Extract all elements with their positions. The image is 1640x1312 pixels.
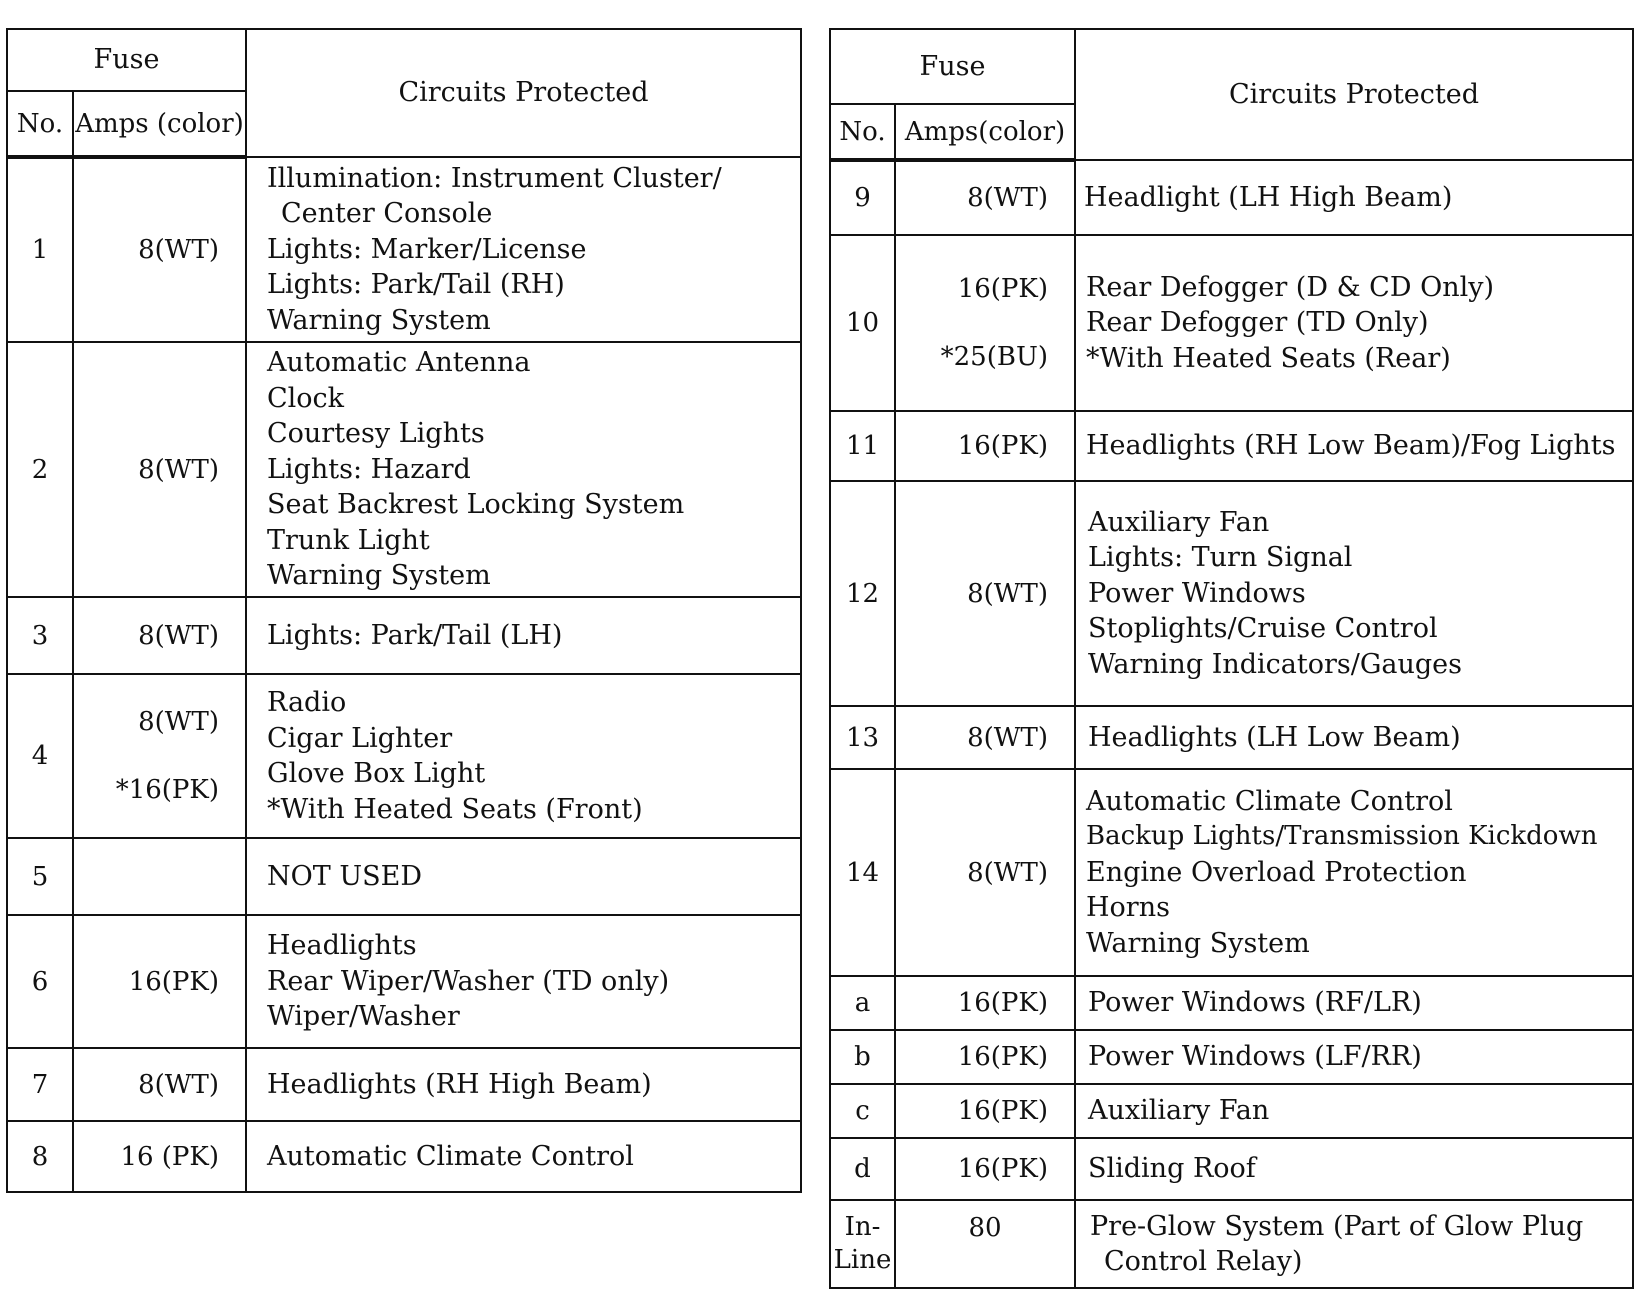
amps-color-header: Amps (color) <box>73 91 246 157</box>
fuse-number: d <box>830 1138 895 1200</box>
circuits-protected <box>1075 1084 1633 1138</box>
table-row <box>7 1048 801 1121</box>
circuits-protected <box>246 915 801 1048</box>
circuits-protected <box>1075 1200 1633 1288</box>
table-row <box>830 411 1633 481</box>
fuse-table-right <box>829 28 1634 1289</box>
circuits-protected <box>246 1121 801 1192</box>
circuit-line: Warning System <box>267 304 491 336</box>
circuit-line: Lights: Hazard <box>267 453 471 485</box>
circuit-line: Rear Defogger (TD Only) <box>1086 307 1429 339</box>
fuse-number: 10 <box>830 235 895 411</box>
fuse-amps <box>73 838 246 915</box>
fuse-amps: 8(WT) <box>73 597 246 674</box>
table-row <box>830 1138 1633 1200</box>
fuse-number: 11 <box>830 411 895 481</box>
circuit-line: Headlight (LH High Beam) <box>1084 181 1453 213</box>
circuits-protected <box>246 597 801 674</box>
fuse-number: 13 <box>830 706 895 769</box>
circuit-line: Headlights (LH Low Beam) <box>1088 721 1461 753</box>
fuse-amps: 16(PK) <box>895 1084 1075 1138</box>
circuit-line: Headlights (RH Low Beam)/Fog Lights <box>1086 430 1616 462</box>
fuse-amps: 8(WT) <box>73 1048 246 1121</box>
circuit-line: Cigar Lighter <box>267 722 453 754</box>
circuits-protected <box>1075 481 1633 706</box>
fuse-number: c <box>830 1084 895 1138</box>
table-row <box>7 838 801 915</box>
circuit-line: Warning System <box>1086 927 1310 959</box>
table-row <box>7 674 801 838</box>
circuit-line: Warning System <box>267 560 491 592</box>
fuse-header: Fuse <box>830 29 1075 104</box>
amps-color-header: Amps(color) <box>895 104 1075 160</box>
fuse-number: 4 <box>7 674 73 838</box>
circuit-line: Seat Backrest Locking System <box>267 489 685 521</box>
fuse-number: 1 <box>7 157 73 342</box>
fuse-amps: 8(WT) <box>895 160 1075 235</box>
circuit-line: Illumination: Instrument Cluster/ <box>267 162 722 194</box>
circuits-protected-header: Circuits Protected <box>1075 29 1633 160</box>
table-row <box>830 1030 1633 1084</box>
circuit-line: Headlights <box>267 930 417 962</box>
circuits-protected <box>1075 769 1633 976</box>
table-row <box>830 976 1633 1030</box>
fuse-amps: 16 (PK) <box>73 1121 246 1192</box>
table-row <box>7 597 801 674</box>
fuse-amps: 8(WT) <box>73 157 246 342</box>
table-row <box>830 235 1633 411</box>
circuit-line: Pre-Glow System (Part of Glow Plug <box>1090 1210 1584 1242</box>
circuits-protected <box>1075 1138 1633 1200</box>
circuit-line: Sliding Roof <box>1088 1153 1256 1185</box>
fuse-amps: 16(PK) *25(BU) <box>895 235 1075 411</box>
fuse-amps: 16(PK) <box>73 915 246 1048</box>
fuse-amps: 8(WT) <box>895 706 1075 769</box>
circuit-line: *With Heated Seats (Front) <box>267 793 643 825</box>
circuit-line: Stoplights/Cruise Control <box>1088 613 1438 645</box>
fuse-number: 6 <box>7 915 73 1048</box>
circuit-line: Radio <box>267 687 347 718</box>
circuits-protected <box>1075 411 1633 481</box>
table-row <box>7 915 801 1048</box>
fuse-amps: 16(PK) <box>895 411 1075 481</box>
circuit-line: Auxiliary Fan <box>1088 506 1270 538</box>
circuit-line: Lights: Marker/License <box>267 233 587 265</box>
table-row <box>830 1084 1633 1138</box>
fuse-number: 9 <box>830 160 895 235</box>
fuse-amps: 8(WT) <box>73 342 246 597</box>
circuit-line: Automatic Antenna <box>267 347 531 379</box>
circuit-line: Engine Overload Protection <box>1086 856 1467 888</box>
circuits-protected <box>246 1048 801 1121</box>
circuit-line: Courtesy Lights <box>267 418 485 450</box>
circuit-line: *With Heated Seats (Rear) <box>1086 342 1451 374</box>
circuits-protected <box>1075 706 1633 769</box>
circuit-line: Control Relay) <box>1104 1246 1303 1277</box>
fuse-amps: 16(PK) <box>895 1030 1075 1084</box>
circuits-protected-header: Circuits Protected <box>246 29 801 157</box>
circuit-line: Rear Wiper/Washer (TD only) <box>267 965 670 997</box>
circuits-protected <box>1075 976 1633 1030</box>
fuse-amps: 16(PK) <box>895 976 1075 1030</box>
fuse-number: 12 <box>830 481 895 706</box>
fuse-number: 3 <box>7 597 73 674</box>
circuit-line: Center Console <box>281 198 493 230</box>
fuse-amps: 8(WT) *16(PK) <box>73 674 246 838</box>
table-row <box>830 769 1633 976</box>
circuits-protected <box>246 342 801 597</box>
circuit-line: Backup Lights/Transmission Kickdown <box>1086 821 1598 852</box>
circuits-protected <box>1075 160 1633 235</box>
circuit-line: Horns <box>1086 892 1170 924</box>
fuse-table-left <box>6 28 802 1193</box>
fuse-amps: 8(WT) <box>895 769 1075 976</box>
fuse-number-header: No. <box>7 91 73 157</box>
fuse-number: 5 <box>7 838 73 915</box>
circuit-line: Rear Defogger (D & CD Only) <box>1086 271 1495 303</box>
circuit-line: Warning Indicators/Gauges <box>1088 648 1463 680</box>
fuse-number: 8 <box>7 1121 73 1192</box>
fuse-number: b <box>830 1030 895 1084</box>
circuit-line: Headlights (RH High Beam) <box>267 1068 652 1100</box>
circuit-line: Lights: Turn Signal <box>1088 542 1353 574</box>
fuse-number: 7 <box>7 1048 73 1121</box>
circuits-protected <box>1075 235 1633 411</box>
fuse-number: 14 <box>830 769 895 976</box>
circuits-protected <box>246 674 801 838</box>
fuse-number-header: No. <box>830 104 895 160</box>
fuse-number: In- Line <box>830 1200 895 1288</box>
circuit-line: Power Windows (RF/LR) <box>1088 987 1422 1019</box>
circuits-protected <box>1075 1030 1633 1084</box>
circuit-line: Power Windows (LF/RR) <box>1088 1041 1422 1073</box>
circuit-line: Clock <box>267 382 345 414</box>
table-row <box>830 706 1633 769</box>
circuit-line: Trunk Light <box>267 524 430 556</box>
table-row <box>7 157 801 342</box>
circuit-line: Automatic Climate Control <box>1086 785 1453 817</box>
fuse-header: Fuse <box>7 29 246 91</box>
table-row <box>830 160 1633 235</box>
fuse-amps: 16(PK) <box>895 1138 1075 1200</box>
circuits-protected <box>246 838 801 915</box>
table-row <box>7 1121 801 1192</box>
fuse-number: a <box>830 976 895 1030</box>
table-row <box>7 342 801 597</box>
fuse-amps: 80 <box>895 1200 1075 1288</box>
circuit-line: Auxiliary Fan <box>1088 1095 1270 1127</box>
table-row <box>830 1200 1633 1288</box>
circuit-line: Lights: Park/Tail (RH) <box>267 269 565 301</box>
circuit-line: Power Windows <box>1088 577 1306 609</box>
circuit-line: NOT USED <box>267 860 422 892</box>
circuit-line: Glove Box Light <box>267 758 486 789</box>
fuse-amps: 8(WT) <box>895 481 1075 706</box>
circuit-line: Lights: Park/Tail (LH) <box>267 619 563 651</box>
table-row <box>830 481 1633 706</box>
circuit-line: Automatic Climate Control <box>267 1140 634 1172</box>
circuit-line: Wiper/Washer <box>267 1001 460 1033</box>
fuse-number: 2 <box>7 342 73 597</box>
circuits-protected <box>246 157 801 342</box>
